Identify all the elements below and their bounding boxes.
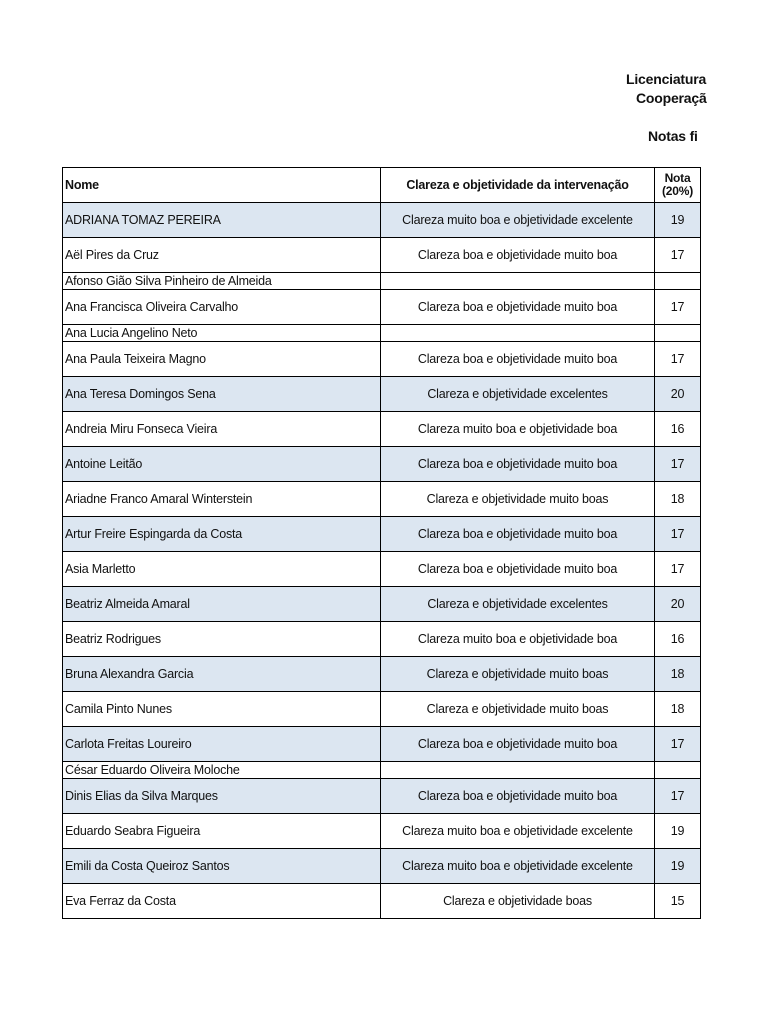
student-name-cell: Ana Paula Teixeira Magno [63, 342, 381, 377]
column-header-assessment: Clareza e objetividade da intervenação [381, 168, 655, 203]
grades-table [62, 167, 701, 919]
assessment-cell [381, 762, 655, 779]
grade-cell: 20 [655, 377, 701, 412]
student-name-cell: Emili da Costa Queiroz Santos [63, 849, 381, 884]
grade-cell: 19 [655, 814, 701, 849]
student-name-cell: Asia Marletto [63, 552, 381, 587]
assessment-cell: Clareza e objetividade excelentes [381, 377, 655, 412]
table-row [63, 587, 701, 622]
grade-cell [655, 325, 701, 342]
student-name-cell: Eduardo Seabra Figueira [63, 814, 381, 849]
grade-cell: 17 [655, 779, 701, 814]
table-row [63, 727, 701, 762]
title-line-3: Notas fi [648, 128, 698, 144]
student-name-cell: Carlota Freitas Loureiro [63, 727, 381, 762]
table-row [63, 238, 701, 273]
column-header-grade [655, 168, 701, 203]
student-name-cell: Afonso Gião Silva Pinheiro de Almeida [63, 273, 381, 290]
table-row [63, 482, 701, 517]
assessment-cell: Clareza boa e objetividade muito boa [381, 342, 655, 377]
assessment-cell: Clareza muito boa e objetividade boa [381, 412, 655, 447]
table-row [63, 849, 701, 884]
table-row [63, 273, 701, 290]
grade-cell: 20 [655, 587, 701, 622]
grade-cell: 17 [655, 517, 701, 552]
student-name-cell: ADRIANA TOMAZ PEREIRA [63, 203, 381, 238]
student-name-cell: Antoine Leitão [63, 447, 381, 482]
table-row [63, 290, 701, 325]
table-body [63, 203, 701, 919]
grade-cell: 17 [655, 290, 701, 325]
assessment-cell: Clareza boa e objetividade muito boa [381, 447, 655, 482]
table-row [63, 325, 701, 342]
grade-cell: 17 [655, 447, 701, 482]
assessment-cell: Clareza boa e objetividade muito boa [381, 517, 655, 552]
assessment-cell [381, 273, 655, 290]
grade-cell: 18 [655, 692, 701, 727]
column-header-grade-text: Nota (20%) [661, 171, 693, 198]
assessment-cell: Clareza muito boa e objetividade excelente [381, 814, 655, 849]
student-name-cell: Ana Francisca Oliveira Carvalho [63, 290, 381, 325]
assessment-cell: Clareza e objetividade muito boas [381, 482, 655, 517]
grade-cell: 16 [655, 622, 701, 657]
assessment-cell: Clareza e objetividade boas [381, 884, 655, 919]
grade-cell: 15 [655, 884, 701, 919]
student-name-cell: Ana Teresa Domingos Sena [63, 377, 381, 412]
grade-cell: 17 [655, 238, 701, 273]
title-line-1: Licenciatura [626, 71, 707, 87]
student-name-cell: Artur Freire Espingarda da Costa [63, 517, 381, 552]
table-row [63, 814, 701, 849]
grade-cell [655, 762, 701, 779]
table-row [63, 692, 701, 727]
grade-cell: 16 [655, 412, 701, 447]
student-name-cell: Eva Ferraz da Costa [63, 884, 381, 919]
grade-cell: 18 [655, 657, 701, 692]
assessment-cell: Clareza muito boa e objetividade excelente [381, 849, 655, 884]
table-row [63, 622, 701, 657]
assessment-cell: Clareza e objetividade muito boas [381, 657, 655, 692]
grade-cell: 18 [655, 482, 701, 517]
assessment-cell: Clareza boa e objetividade muito boa [381, 238, 655, 273]
assessment-cell: Clareza muito boa e objetividade excelente [381, 203, 655, 238]
column-header-name: Nome [63, 168, 381, 203]
grade-cell: 19 [655, 203, 701, 238]
table-row [63, 762, 701, 779]
table-row [63, 342, 701, 377]
table-row [63, 203, 701, 238]
student-name-cell: César Eduardo Oliveira Moloche [63, 762, 381, 779]
grade-cell: 17 [655, 552, 701, 587]
student-name-cell: Beatriz Rodrigues [63, 622, 381, 657]
student-name-cell: Andreia Miru Fonseca Vieira [63, 412, 381, 447]
assessment-cell: Clareza boa e objetividade muito boa [381, 290, 655, 325]
student-name-cell: Camila Pinto Nunes [63, 692, 381, 727]
table-row [63, 552, 701, 587]
table-row [63, 884, 701, 919]
table-row [63, 779, 701, 814]
table-row [63, 657, 701, 692]
assessment-cell: Clareza boa e objetividade muito boa [381, 727, 655, 762]
student-name-cell: Ariadne Franco Amaral Winterstein [63, 482, 381, 517]
assessment-cell: Clareza muito boa e objetividade boa [381, 622, 655, 657]
assessment-cell: Clareza e objetividade excelentes [381, 587, 655, 622]
student-name-cell: Ana Lucia Angelino Neto [63, 325, 381, 342]
table-row [63, 517, 701, 552]
student-name-cell: Dinis Elias da Silva Marques [63, 779, 381, 814]
table-row [63, 412, 701, 447]
table-row [63, 377, 701, 412]
assessment-cell: Clareza e objetividade muito boas [381, 692, 655, 727]
assessment-cell: Clareza boa e objetividade muito boa [381, 552, 655, 587]
grade-cell: 19 [655, 849, 701, 884]
student-name-cell: Bruna Alexandra Garcia [63, 657, 381, 692]
table-row [63, 447, 701, 482]
student-name-cell: Aël Pires da Cruz [63, 238, 381, 273]
student-name-cell: Beatriz Almeida Amaral [63, 587, 381, 622]
header-row [63, 168, 701, 203]
title-line-2: Cooperaçã [636, 90, 707, 106]
grade-cell [655, 273, 701, 290]
grade-cell: 17 [655, 342, 701, 377]
assessment-cell: Clareza boa e objetividade muito boa [381, 779, 655, 814]
grade-cell: 17 [655, 727, 701, 762]
assessment-cell [381, 325, 655, 342]
